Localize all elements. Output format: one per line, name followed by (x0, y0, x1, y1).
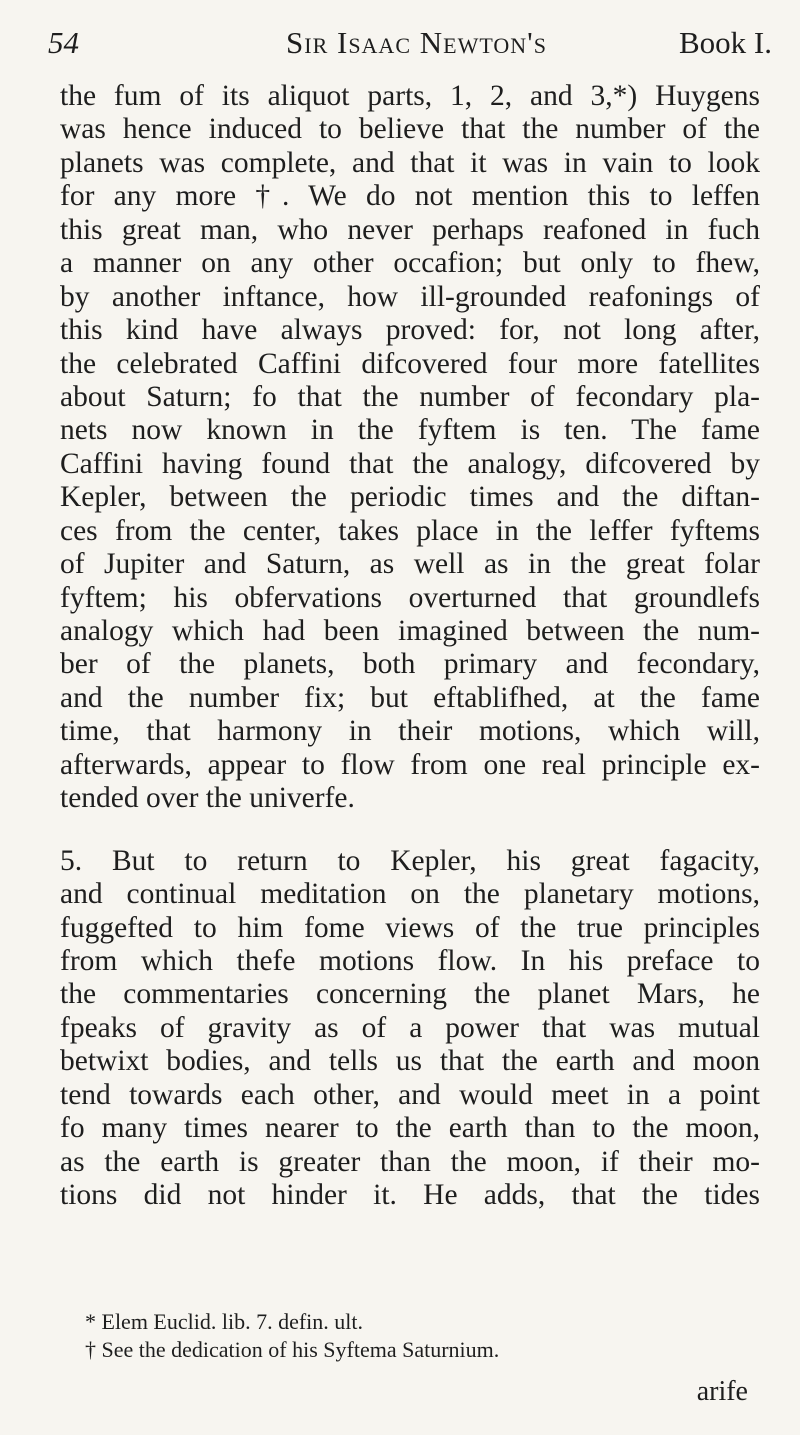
footnote: † See the dedication of his Syftema Saturnium. (85, 1337, 500, 1362)
text-line: the celebrated Caffini difcovered four more fatellites (60, 347, 760, 380)
text-line: was hence induced to believe that the number of the (60, 113, 760, 146)
body-text (60, 80, 760, 1212)
text-line: fpeaks of gravity as of a power that was mutual (60, 1011, 760, 1044)
text-line: analogy which had been imagined between the num- (60, 615, 760, 647)
text-line: betwixt bodies, and tells us that the earth and moon (60, 1045, 760, 1078)
text-line: fyftem; his obfervations overturned that groundlefs (60, 581, 760, 614)
text-line: this kind have always proved: for, not long after, (60, 314, 760, 347)
text-line: about Saturn; fo that the number of fecondary pla- (60, 380, 760, 413)
text-line: by another inftance, how ill-grounded reafonings of (60, 280, 760, 313)
text-line: and continual meditation on the planetary motions, (60, 878, 760, 911)
text-line: tions did not hinder it. He adds, that the tides (60, 1179, 760, 1211)
text-line: Caffini having found that the analogy, difcovered by (60, 447, 760, 480)
text-line: fo many times nearer to the earth than to the moon, (60, 1112, 760, 1145)
text-line: planets was complete, and that it was in vain to look (60, 146, 760, 179)
text-line: from which thefe motions flow. In his preface to (60, 944, 760, 977)
text-line: time, that harmony in their motions, which will, (60, 715, 760, 748)
text-line: afterwards, appear to flow from one real principle ex- (60, 748, 760, 781)
text-line: Kepler, between the periodic times and the diftan- (60, 481, 760, 514)
text-line: of Jupiter and Saturn, as well as in the great folar (60, 548, 760, 581)
text-line: for any more †. We do not mention this to leffen (60, 180, 760, 213)
text-line: nets now known in the fyftem is ten. The fame (60, 414, 760, 447)
text-line: this great man, who never perhaps reafoned in fuch (60, 213, 760, 246)
text-line: the commentaries concerning the planet Mars, he (60, 978, 760, 1011)
text-line: a manner on any other occafion; but only to fhew, (60, 247, 760, 280)
paragraph-2 (60, 845, 760, 1213)
footnote: * Elem Euclid. lib. 7. defin. ult. (85, 1309, 364, 1334)
text-line: and the number fix; but eftablifhed, at the fame (60, 681, 760, 714)
text-line: ces from the center, takes place in the leffer fyftems (60, 514, 760, 547)
paragraph-1 (60, 80, 760, 816)
catchword: arife (696, 1376, 748, 1407)
page-header (48, 18, 772, 68)
text-line: 5. But to return to Kepler, his great fagacity, (60, 844, 760, 877)
running-title: Sir Isaac Newton's (286, 25, 547, 60)
paragraph-gap (60, 816, 760, 845)
page-number: 54 (48, 25, 79, 60)
text-line: as the earth is greater than the moon, if their mo- (60, 1145, 760, 1178)
text-line: ber of the planets, both primary and fecondary, (60, 648, 760, 681)
footnotes (85, 1308, 765, 1364)
text-line: fuggefted to him fome views of the true principles (60, 911, 760, 944)
book-label: Book I. (679, 25, 772, 60)
text-line: the fum of its aliquot parts, 1, 2, and 3,*) Huygens (60, 80, 760, 112)
text-line: tended over the univerfe. (60, 782, 355, 815)
text-line: tend towards each other, and would meet in a point (60, 1078, 760, 1111)
